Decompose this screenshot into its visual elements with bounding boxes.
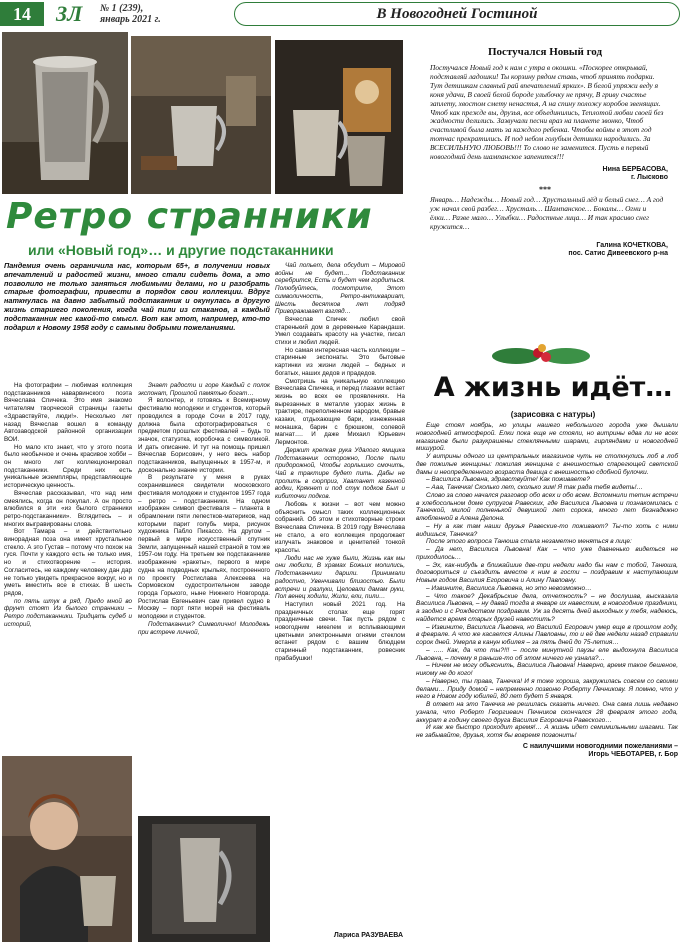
photo-tall-holder (138, 816, 270, 942)
col1-paragraph: Вячеслав рассказывал, что над ним смеялись, когда он покупал. А он просто влюбился в эти «из былого странники ретро-подстаканники». Вглядитесь – и многих выгравированы слова. (4, 489, 132, 528)
story-author: Игорь ЧЕБОТАРЕВ, г. Бор (588, 751, 678, 759)
story-paragraph: – Ну а как там наши друзья Равеские-то поживают? Ты-то хоть с ними видишься, Танечка? (416, 522, 678, 538)
col3-poem: Чай попьет, дела обсудит – Мировой войны не будет… Подстаканник серебрится, Есть и будет чем гордиться. Полюбуйтесь, посмотрите, Этот символичность, Ретро-антиквариат, Шесть десятков лет подряд Привораживает взгляд… (275, 262, 405, 316)
article-author: Лариса РАЗУВАЕВА (333, 932, 403, 939)
poem-2-author: Галина КОЧЕТКОВА, (596, 241, 668, 249)
poem-1-text: Постучался Новый год к нам с утра в окошки. «Поскорее открывай, подставляй ладошки! Ты корзину рядом ставь, чтоб принять подарки. Тут детишкам славный рай впечатлений ярких». В белой упряжи веду я коня удачи, В своей белой бороде улыбочку не прячу, В гриву счастье заплету, хвостом смету ненастья, А на спину положу коробов звенящих. Чтоб как прежде вы, друзья, все объединились, Теплотой любви своей без жадности делились. Зазвучали песни враз на планете звонко, Чтоб счастливой была мать за каждого ребенка. Чтобы войны в этот год тотчас прекратились. И под небом голубым детишки народились. За ВСЕСИЛЬНУЮ ЛЮБОВЬ!!! То слово не заменится. Пусть в первый новогодний день шампанское запенится!!! (430, 63, 664, 162)
col3-paragraph: Смотришь на уникальную коллекцию Вячеслава Спичека, и перед глазами встает жизнь во всех ее проявлениях. На вырезанных в металле узорах жизнь в трактире, переполненном народом, бравые казаки, отдыхающие бари, изнеженная монашка, барин с брюшком, солевой магнат…. И даже Михаил Юрьевич Лермонтов. (275, 377, 405, 447)
holder-image-2 (131, 36, 271, 194)
story-paragraph: – Ааа, Танечка! Сколько лет, сколько зим! Я так рада тебя видеть!… (426, 484, 644, 491)
story-paragraph: Слово за слово начался разговор обо всех и обо всем. Вспомнили тетин встречи в хлебосольном доме супругов Равеских, где Василиса Львовна и познакомилась с Танечкой, милой полненькой девушкой лет сорока, много лет безнадежно влюбленной в Алена Делона. (416, 491, 678, 522)
col3-paragraph: Но самая интересная часть коллекции – старинные экспонаты. Это бытовые картинки из жизни людей – бедных и богатых, наших дедов и прадедов. (275, 346, 405, 377)
col2-poem-end: Подстаканник? Символично! Молодежь при встрече личной, (138, 620, 270, 636)
col3-poem-2: Держит крепкая рука Удалого ямщика Подстаканник осторожно, После пыли придорожной, Чтобы горлышко смочить, Чай в трактире будет пить. Дабы не пролить в сюрприз, Хватанет казенной водки, Крякнет и под стук подков Был и кибиточки подков. (275, 446, 405, 501)
story-paragraph: – Извините, Василиса Львовна, но Василий Егорович умер еще в прошлом году, в феврале. А что же касается Алины Павловны, то и её две недели назад справили сорок дней. Умерла в канун юбилея – за пять дней до 75-летия… (416, 623, 678, 646)
article-column-3 (275, 262, 405, 928)
article-column-2 (138, 382, 270, 812)
col2-paragraph: В результате у меня в руках сохранившиеся свидетели московского фестиваля молодежи и студентов 1957 года – ретро – подстаканники. На одном изображен символ фестиваля – планета в обрамлении пяти лепестков-материков, над которыми парит голубь мира, рисунок художника Пабло Пикассо. На другом – первый в мире искусственный спутник Земли, запущенный нашей страной в том же 1957-ом году. На третьем же подстаканнике изображение «ракеты», первого в мире судна на подводных крыльях, построенного по проекту Ростислава Алексеева на Сормовском судостроительном заводе города Горького, ныне Нижнего Новгорода. Ростислав Евгеньевич сам привел судно в Москву – порт пяти морей на фестиваль молодежи и студентов. (138, 474, 270, 621)
holly-decoration (486, 340, 596, 370)
col1-paragraph: Но мало кто знает, что у этого поэта было необычное и очень красивое хобби – он много лет коллекционировал подстаканники. Среди них есть уникальные экземпляры, представляющие историческую ценность. (4, 443, 132, 490)
photo-woman-collection (2, 756, 132, 942)
issue-info (100, 3, 161, 25)
story-paragraph: Еще стоял ноябрь, но улицы нашего небольшого города уже дышали новогодней атмосферой. Елки пока еще не стояли, но витрины едва ли не всех магазинов были разукрашены стеклянными шарами, гирляндами и новогодней мишурой. (416, 422, 678, 453)
issue-number: № 1 (239), (100, 3, 144, 14)
holder-image-1 (2, 32, 128, 194)
issue-date: январь 2021 г. (100, 14, 161, 25)
col1-paragraph: Вот Тамара – и действительно винорадная поза она имеет хрустальное стекло. А это Густав – потому что похож на гуся. Почти у каждого есть не только имя, но и стихотворение – история. Согласитесь, не каждому человеку дан дар не только увидеть прекрасное вокруг, но и уметь вместить все в стихах. В шесть рядов, (4, 528, 132, 597)
poem-box (412, 36, 678, 336)
story-text (416, 422, 678, 760)
section-title: В Новогодней Гостиной (234, 2, 680, 26)
woman-image (2, 756, 132, 942)
story-paragraph: – Извините, Василиса Львовна, но это невозможно… (426, 584, 592, 592)
holder-image-3 (275, 40, 403, 194)
poem-1-place: г. Лысково (630, 174, 668, 182)
article-title: Ретро странники (6, 196, 373, 237)
col1-poem: по пять штук в ряд, Предо мной во фрунт стоят Из былого странники – Ретро подстаканники. Тридцать судеб и историй, (4, 597, 132, 628)
story-paragraph: – Наверно, ты права, Танечка! И я тоже хороша, закружилась совсем со своими делами… Приду домой – непременно позвоню Роберту Печникову. Я помню, что у него в Новом году юбилей, 80 лет будет 5 января. (416, 677, 678, 701)
poem-2-place: пос. Сатис Дивеевского р-на (568, 250, 668, 258)
photo-ornate-holder (2, 32, 128, 194)
holder-image-4 (138, 816, 270, 942)
poem-1-author: Нина БЕРБАСОВА, (602, 165, 668, 173)
col2-poem: Знает радости и горе Каждый с полок экспонат, Прошлой памятью богат… (138, 382, 270, 397)
story-paragraph: – Ничем не могу объяснить, Василиса Львовна! Наверно, время такое бешеное, никому не до кого! (416, 662, 678, 677)
poem-1-title: Постучался Новый год (487, 46, 603, 58)
story-subtitle: (зарисовка с натуры) (510, 410, 596, 419)
story-paragraph: У витрины одного из центральных магазинов чуть не столкнулись лоб в лоб две пожилые женщины: пожилая женщина с внешностью спарегющей светской дамы и неопределенного возраста девица с внешностью сдобной булочки. (416, 453, 678, 476)
story-paragraph: – Что такое? Декабрьские дела, отчетность? – не дослушав, высказала Василиса Львовна, – ну давай тогда в январе их навестим, в новогодние праздники, а заодно и с Рождеством поздравим. Уж за десять дней выходных у тебя, надеюсь, найдется время старых друзей навестить? (416, 592, 678, 623)
story-paragraph: В ответ на это Танечка не решилась сказать ничего. Она сама лишь недавно узнала, что Роберт Георгиевич Печников скончался 28 февраля этого года, аккурат в годину своего друга Василия Егоровича Равеского… (416, 701, 678, 724)
article-subtitle: или «Новый год»… и другие подстаканники (28, 242, 334, 258)
photo-three-holders (131, 36, 271, 194)
page-header (0, 0, 680, 28)
col3-paragraph: Наступил новый 2021 год. На праздничных столах еще горят праздничные свечи. Так пусть рядом с новогодним никелем и всплывающими цветными электронными огнями стеклом встанет рядом с вашим блюдцем старинный подстаканник, ровесник прабабушки! (275, 600, 405, 662)
col3-paragraph: Вячеслав Спичек любил свой старенький дом в деревеньке Карандаши. Умел создавать красоту на участке, писал стихи и любил людей. (275, 315, 405, 347)
newspaper-logo: ЗЛ (56, 1, 83, 26)
story-paragraph: – Да нет, Василиса Львовна! Как – что уже давненько видеться не приходилось… (416, 546, 678, 561)
story-closing: С наилучшими новогодними пожеланиями – (522, 742, 678, 750)
col1-paragraph: На фотографии – любимая коллекция подстаканников наварвинского поэта Вячеслава Спичека. Это имя знакомо читателям творческой страницы газеты «Здравствуйте, люди!». Несколько лет назад Вячеслав вошел в команду Автозаводской районной организации ВОИ. (4, 382, 132, 443)
col2-paragraph: Я волонтер, и готовясь к Всемирному фестивалю молодежи и студентов, который проводился в городе Сочи в 2017 году, должна была сфотографироваться с предметом прошлых фестивалей – будь то значок, статуэтка, коробочка с символикой. И дать описание. И тут на помощь пришел Вячеслав Борисович, у него весь набор подстаканников, выпущенных в 1957-м, и досконально знание истории. (138, 397, 270, 474)
story-paragraph: – ….. Как, да что ты?!!! – после минутной паузы еле выдохнула Василиса Львовна, – почему я раньше-то об этом ничего не узнала?… (416, 646, 678, 662)
story-title: А жизнь идёт… (433, 372, 673, 403)
story-paragraph: – Эх, как-нибудь в ближайшие две-три недели надо бы нам с тобой, Танюша, договориться и съездить вместе к ним в гости – поздравим к наступающим Новым годом Василия Егоровича и Алину Павловну. (416, 561, 678, 584)
holly-icon (486, 340, 596, 370)
article-column-1 (4, 382, 132, 750)
col3-poem-3: Люди нас не хуже были, Жизнь как мы они любили, В храмах Божьих молились, Подстаканники дарили. Принимали радостно, Увенчивали близостью. Были встречи и разлуки, Целовали дамам руки, Пол венец ходили, Жили, ели, пили… (275, 554, 405, 601)
article-lead: Пандемия очень ограничила нас, которым 65+, в получении новых впечатлений и радостей жизни, много стали сидеть дома, а это позволило не только заняться любимыми делами, но и разобрать старые фотографии, привести в порядок свои коллекции. Вдруг наткнулась на давно забытый подстаканник и окунулась в другую жизнь старшего поколения, когда чай пили из стаканов, а каждый подстаканник нес какой-то смысл. Вот как этот, например, кто-то подарил к Новому 1958 году с самыми добрыми пожеланиями. (4, 261, 270, 332)
photo-icon-holders (275, 40, 403, 194)
col3-paragraph: Любовь к жизни – вот чем можно объяснить смысл таких коллекционных собраний. Об этом и стихотворные строки Вячеслава Спичека. В 2019 году Вячеслава не стало, а его коллекция продолжает излучать знаковое и ценителей тонкой красоты. (275, 500, 405, 555)
story-paragraph: После этого вопроса Танюша стала незаметно меняться в лице: (426, 538, 632, 546)
poem-2-stars: *** (539, 184, 551, 194)
page-number: 14 (0, 2, 44, 26)
story-paragraph: И как же быстро проходит время!… А жизнь идет семимильными шагами. Так не забывайте, друзья, хотя бы вовремя позвонить! (416, 724, 678, 739)
poem-2-text: Январь… Надежды… Новый год… Хрустальный лёд и белый снег… А год уж начал свой разбег… Хрусталь… Шампанское… Бокалы… Огни и ёлки… Разве мало… Улыбки… Радостные лица… И так красиво снег кружится… (430, 194, 664, 231)
story-paragraph: – Василиса Львовна, здравствуйте! Как поживаете? (426, 476, 591, 484)
